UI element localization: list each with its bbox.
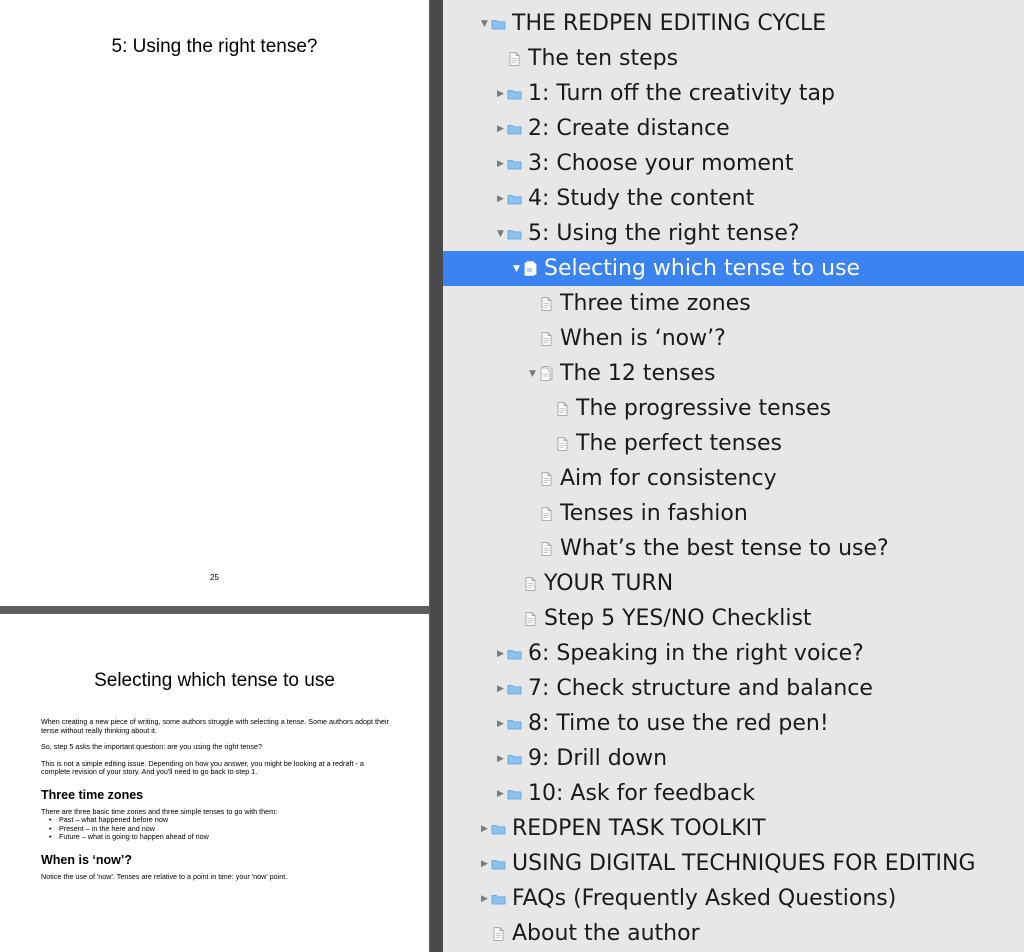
folder-icon: [506, 648, 523, 660]
list-item: • Future – what is going to happen ahead of now: [53, 833, 393, 842]
page-title: Selecting which tense to use: [94, 670, 335, 691]
disclosure-collapsed-icon[interactable]: ▶: [497, 158, 504, 169]
binder-item[interactable]: [443, 636, 1024, 671]
document-icon: [522, 577, 539, 591]
folder-icon: [506, 193, 523, 205]
binder-item[interactable]: [443, 846, 1024, 881]
document-stack-icon: [538, 366, 555, 381]
list-item: • Past – what happened before now: [53, 816, 393, 825]
binder-item[interactable]: [443, 461, 1024, 496]
binder-item[interactable]: [443, 286, 1024, 321]
disclosure-collapsed-icon[interactable]: ▶: [497, 193, 504, 204]
binder-item-label: REDPEN TASK TOOLKIT: [512, 816, 766, 841]
binder-item-label: About the author: [512, 921, 700, 946]
binder-item-label: THE REDPEN EDITING CYCLE: [512, 11, 827, 36]
preview-page-26: [0, 614, 429, 952]
binder-item[interactable]: [443, 566, 1024, 601]
binder-item[interactable]: [443, 916, 1024, 951]
binder-item-label: Three time zones: [560, 291, 751, 316]
page-title: 5: Using the right tense?: [111, 36, 318, 57]
binder-item-label: 9: Drill down: [528, 746, 668, 771]
binder-item[interactable]: [443, 216, 1024, 251]
binder-item-label: Step 5 YES/NO Checklist: [544, 606, 812, 631]
disclosure-collapsed-icon[interactable]: ▶: [497, 788, 504, 799]
folder-icon: [490, 893, 507, 905]
binder-item[interactable]: [443, 811, 1024, 846]
paragraph: There are three basic time zones and three simple tenses to go with them:: [41, 806, 278, 816]
disclosure-collapsed-icon[interactable]: ▶: [497, 88, 504, 99]
folder-icon: [506, 158, 523, 170]
binder-item[interactable]: [443, 6, 1024, 41]
binder-item-label: 8: Time to use the red pen!: [528, 711, 829, 736]
binder-item[interactable]: [443, 41, 1024, 76]
disclosure-collapsed-icon[interactable]: ▶: [497, 123, 504, 134]
document-stack-icon: [522, 261, 539, 276]
disclosure-expanded-icon[interactable]: ▼: [497, 228, 504, 239]
binder-item[interactable]: [443, 426, 1024, 461]
binder-item[interactable]: [443, 146, 1024, 181]
page-number: 25: [210, 573, 219, 582]
document-icon: [554, 402, 571, 416]
binder-item[interactable]: [443, 181, 1024, 216]
document-icon: [490, 927, 507, 941]
binder-item-label: What’s the best tense to use?: [560, 536, 889, 561]
document-icon: [554, 437, 571, 451]
binder-item[interactable]: [443, 531, 1024, 566]
section-heading: Three time zones: [41, 787, 144, 802]
document-icon: [538, 332, 555, 346]
binder-item-label: The ten steps: [528, 46, 679, 71]
split-divider[interactable]: [430, 0, 443, 952]
binder-item[interactable]: [443, 111, 1024, 146]
binder-item-label: Tenses in fashion: [560, 501, 748, 526]
document-icon: [538, 472, 555, 486]
binder-item-label: FAQs (Frequently Asked Questions): [512, 886, 897, 911]
folder-icon: [506, 718, 523, 730]
disclosure-collapsed-icon[interactable]: ▶: [481, 893, 488, 904]
disclosure-expanded-icon[interactable]: ▼: [513, 263, 520, 274]
binder-item[interactable]: [443, 321, 1024, 356]
binder-item[interactable]: [443, 881, 1024, 916]
paragraph: This is not a simple editing issue. Depending on how you answer, you might be looking at a redraft - a complete revision of your story. And you'll need to go back to step 1.: [41, 758, 364, 777]
binder-item-label: 3: Choose your moment: [528, 151, 794, 176]
binder-item-label: Aim for consistency: [560, 466, 777, 491]
bullet-list: [41, 816, 393, 842]
page-body: [41, 718, 393, 889]
folder-icon: [506, 753, 523, 765]
document-icon: [522, 612, 539, 626]
binder-item-label: YOUR TURN: [544, 571, 674, 596]
binder-item-label: When is ‘now’?: [560, 326, 726, 351]
document-icon: [538, 542, 555, 556]
folder-icon: [506, 123, 523, 135]
paragraph: Notice the use of 'now'. Tenses are relative to a point in time: your 'now' point.: [41, 871, 288, 881]
binder-item[interactable]: [443, 741, 1024, 776]
binder-item-label: Selecting which tense to use: [544, 256, 861, 281]
paragraph: When creating a new piece of writing, some authors struggle with selecting a tense. Some authors adopt their tense without really thinking about it.: [41, 717, 389, 735]
folder-icon: [506, 683, 523, 695]
binder-item[interactable]: [443, 601, 1024, 636]
binder-outline[interactable]: [443, 0, 1024, 952]
disclosure-expanded-icon[interactable]: ▼: [481, 18, 488, 29]
binder-item-label: The progressive tenses: [576, 396, 832, 421]
document-icon: [506, 52, 523, 66]
folder-icon: [506, 788, 523, 800]
paragraph: So, step 5 asks the important question: are you using the right tense?: [41, 742, 262, 752]
binder-item[interactable]: [443, 671, 1024, 706]
disclosure-expanded-icon[interactable]: ▼: [529, 368, 536, 379]
folder-icon: [490, 18, 507, 30]
list-item: • Present – in the here and now: [53, 825, 393, 834]
section-heading: When is ‘now’?: [41, 852, 132, 867]
binder-item-label: The perfect tenses: [576, 431, 783, 456]
binder-item-label: USING DIGITAL TECHNIQUES FOR EDITING: [512, 851, 976, 876]
binder-item-label: 1: Turn off the creativity tap: [528, 81, 836, 106]
folder-icon: [490, 823, 507, 835]
folder-icon: [506, 228, 523, 240]
disclosure-collapsed-icon[interactable]: ▶: [497, 718, 504, 729]
binder-item[interactable]: [443, 391, 1024, 426]
document-icon: [538, 297, 555, 311]
binder-item[interactable]: [443, 706, 1024, 741]
page-preview-pane[interactable]: [0, 0, 430, 952]
binder-item-label: 6: Speaking in the right voice?: [528, 641, 864, 666]
binder-item-label: 10: Ask for feedback: [528, 781, 755, 806]
binder-item-label: The 12 tenses: [560, 361, 716, 386]
disclosure-collapsed-icon[interactable]: ▶: [481, 823, 488, 834]
binder-item-label: 5: Using the right tense?: [528, 221, 800, 246]
binder-item[interactable]: [443, 496, 1024, 531]
folder-icon: [490, 858, 507, 870]
document-icon: [538, 507, 555, 521]
binder-item-label: 4: Study the content: [528, 186, 755, 211]
binder-item[interactable]: [443, 356, 1024, 391]
preview-page-25: [0, 0, 429, 606]
binder-item[interactable]: [443, 776, 1024, 811]
binder-item[interactable]: [443, 251, 1024, 286]
binder-item-label: 2: Create distance: [528, 116, 730, 141]
disclosure-collapsed-icon[interactable]: ▶: [497, 683, 504, 694]
disclosure-collapsed-icon[interactable]: ▶: [497, 753, 504, 764]
disclosure-collapsed-icon[interactable]: ▶: [497, 648, 504, 659]
folder-icon: [506, 88, 523, 100]
disclosure-collapsed-icon[interactable]: ▶: [481, 858, 488, 869]
binder-item-label: 7: Check structure and balance: [528, 676, 873, 701]
binder-item[interactable]: [443, 76, 1024, 111]
